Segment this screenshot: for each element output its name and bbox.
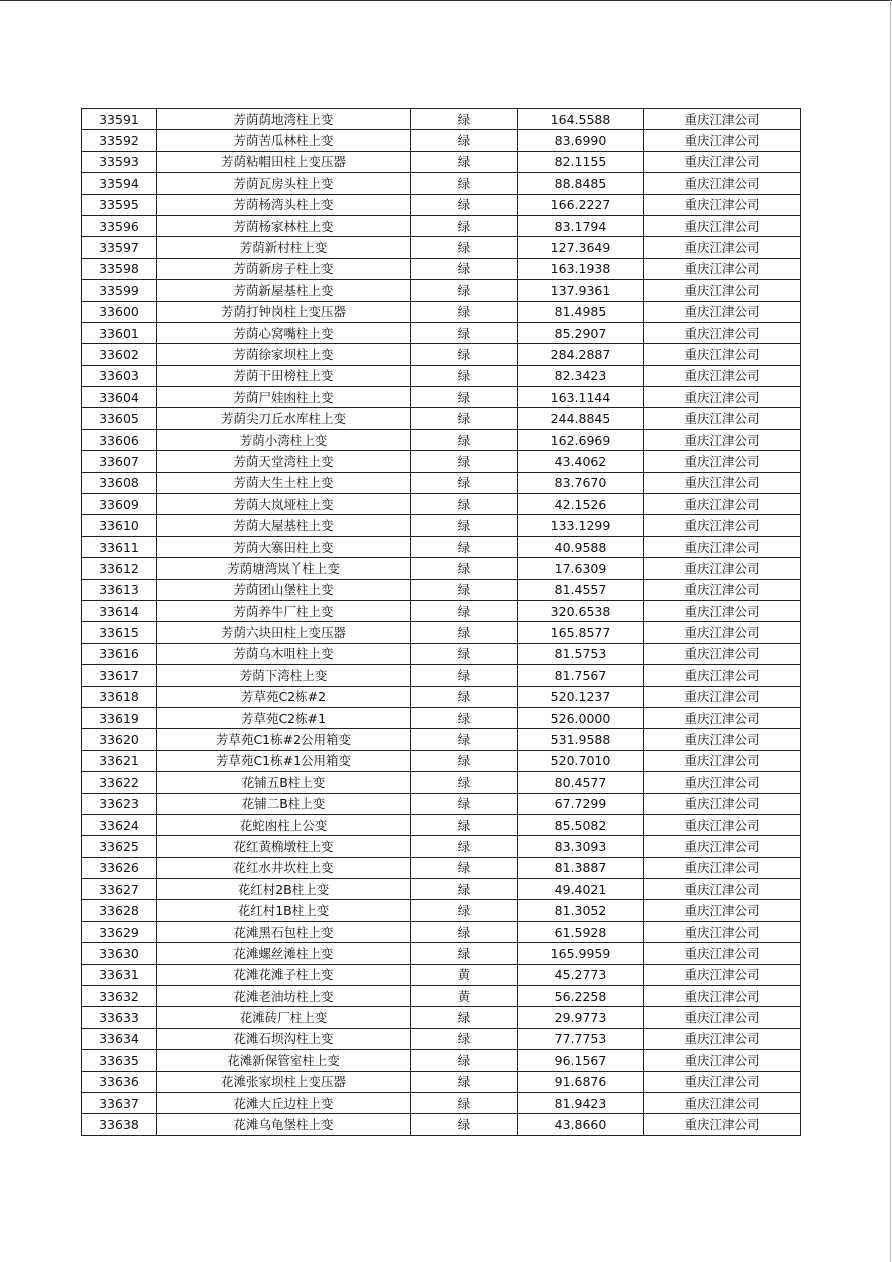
table-row [82,707,801,728]
table-row [82,900,801,921]
status-cell: 绿 [411,215,518,236]
company-cell: 重庆江津公司 [644,494,801,515]
value-cell: 83.6990 [518,130,644,151]
status-cell: 黄 [411,986,518,1007]
value-cell: 284.2887 [518,344,644,365]
transformer-name-cell: 芳荫尖刀丘水库柱上变 [157,408,411,429]
transformer-name-cell: 花铺二B柱上变 [157,793,411,814]
status-cell: 绿 [411,280,518,301]
table-row [82,472,801,493]
value-cell: 67.7299 [518,793,644,814]
value-cell: 43.8660 [518,1114,644,1135]
row-id-cell: 33597 [82,237,157,258]
table-row [82,408,801,429]
transformer-name-cell: 芳荫小湾柱上变 [157,429,411,450]
table-row [82,579,801,600]
value-cell: 81.5753 [518,643,644,664]
company-cell: 重庆江津公司 [644,408,801,429]
status-cell: 绿 [411,1114,518,1135]
value-cell: 163.1938 [518,258,644,279]
company-cell: 重庆江津公司 [644,365,801,386]
status-cell: 绿 [411,408,518,429]
table-row [82,173,801,194]
company-cell: 重庆江津公司 [644,429,801,450]
value-cell: 42.1526 [518,494,644,515]
company-cell: 重庆江津公司 [644,258,801,279]
table-row [82,643,801,664]
row-id-cell: 33612 [82,558,157,579]
status-cell: 绿 [411,665,518,686]
transformer-name-cell: 芳荫大屋基柱上变 [157,515,411,536]
transformer-name-cell: 芳荫干田榜柱上变 [157,365,411,386]
company-cell: 重庆江津公司 [644,1028,801,1049]
table-row [82,387,801,408]
row-id-cell: 33614 [82,600,157,621]
status-cell: 绿 [411,857,518,878]
row-id-cell: 33616 [82,643,157,664]
table-row [82,1114,801,1135]
company-cell: 重庆江津公司 [644,280,801,301]
value-cell: 83.3093 [518,836,644,857]
transformer-name-cell: 花红水井坎柱上变 [157,857,411,878]
status-cell: 黄 [411,964,518,985]
status-cell: 绿 [411,301,518,322]
row-id-cell: 33603 [82,365,157,386]
row-id-cell: 33595 [82,194,157,215]
value-cell: 83.7670 [518,472,644,493]
company-cell: 重庆江津公司 [644,729,801,750]
table-row [82,558,801,579]
transformer-name-cell: 花滩石坝沟柱上变 [157,1028,411,1049]
transformer-name-cell: 芳荫新房子柱上变 [157,258,411,279]
row-id-cell: 33637 [82,1092,157,1113]
table-row [82,451,801,472]
transformer-name-cell: 花滩螺丝滩柱上变 [157,943,411,964]
transformer-name-cell: 芳草苑C1栋#1公用箱变 [157,750,411,771]
status-cell: 绿 [411,814,518,835]
transformer-name-cell: 花滩黑石包柱上变 [157,921,411,942]
transformer-name-cell: 花红村2B柱上变 [157,879,411,900]
row-id-cell: 33607 [82,451,157,472]
status-cell: 绿 [411,558,518,579]
transformer-name-cell: 芳荫粘帽田柱上变压器 [157,151,411,172]
transformer-name-cell: 芳荫团山堡柱上变 [157,579,411,600]
row-id-cell: 33594 [82,173,157,194]
company-cell: 重庆江津公司 [644,707,801,728]
table-row [82,921,801,942]
value-cell: 163.1144 [518,387,644,408]
value-cell: 45.2773 [518,964,644,985]
row-id-cell: 33610 [82,515,157,536]
row-id-cell: 33596 [82,215,157,236]
status-cell: 绿 [411,643,518,664]
value-cell: 61.5928 [518,921,644,942]
table-row [82,109,801,130]
company-cell: 重庆江津公司 [644,943,801,964]
company-cell: 重庆江津公司 [644,1092,801,1113]
status-cell: 绿 [411,365,518,386]
table-row [82,686,801,707]
value-cell: 520.7010 [518,750,644,771]
row-id-cell: 33625 [82,836,157,857]
status-cell: 绿 [411,772,518,793]
table-row [82,836,801,857]
table-row [82,1028,801,1049]
status-cell: 绿 [411,536,518,557]
row-id-cell: 33621 [82,750,157,771]
company-cell: 重庆江津公司 [644,879,801,900]
page-right-border [890,0,891,1262]
status-cell: 绿 [411,943,518,964]
value-cell: 82.1155 [518,151,644,172]
transformer-name-cell: 花滩张家坝柱上变压器 [157,1071,411,1092]
transformer-name-cell: 芳荫心窝嘴柱上变 [157,322,411,343]
table-row [82,1071,801,1092]
company-cell: 重庆江津公司 [644,622,801,643]
table-row [82,772,801,793]
value-cell: 531.9588 [518,729,644,750]
company-cell: 重庆江津公司 [644,921,801,942]
status-cell: 绿 [411,750,518,771]
table-row [82,322,801,343]
transformer-name-cell: 花铺五B柱上变 [157,772,411,793]
transformer-name-cell: 花蛇凼柱上公变 [157,814,411,835]
table-row [82,151,801,172]
status-cell: 绿 [411,600,518,621]
row-id-cell: 33623 [82,793,157,814]
transformer-name-cell: 花红黄桷墩柱上变 [157,836,411,857]
row-id-cell: 33638 [82,1114,157,1135]
status-cell: 绿 [411,1092,518,1113]
row-id-cell: 33617 [82,665,157,686]
table-row [82,879,801,900]
table-row [82,237,801,258]
company-cell: 重庆江津公司 [644,750,801,771]
value-cell: 43.4062 [518,451,644,472]
table-row [82,750,801,771]
value-cell: 81.4557 [518,579,644,600]
value-cell: 80.4577 [518,772,644,793]
status-cell: 绿 [411,900,518,921]
table-row [82,986,801,1007]
transformer-name-cell: 芳荫塘湾岚丫柱上变 [157,558,411,579]
status-cell: 绿 [411,151,518,172]
table-row [82,622,801,643]
row-id-cell: 33626 [82,857,157,878]
row-id-cell: 33600 [82,301,157,322]
transformer-name-cell: 芳荫六块田柱上变压器 [157,622,411,643]
row-id-cell: 33599 [82,280,157,301]
company-cell: 重庆江津公司 [644,579,801,600]
transformer-name-cell: 芳荫尸娃凼柱上变 [157,387,411,408]
transformer-name-cell: 芳荫大寨田柱上变 [157,536,411,557]
status-cell: 绿 [411,1007,518,1028]
value-cell: 81.7567 [518,665,644,686]
value-cell: 85.2907 [518,322,644,343]
transformer-name-cell: 芳荫下湾柱上变 [157,665,411,686]
table-row [82,814,801,835]
value-cell: 56.2258 [518,986,644,1007]
transformer-name-cell: 花红村1B柱上变 [157,900,411,921]
row-id-cell: 33627 [82,879,157,900]
table-row [82,344,801,365]
value-cell: 17.6309 [518,558,644,579]
transformer-name-cell: 芳荫乌木咀柱上变 [157,643,411,664]
company-cell: 重庆江津公司 [644,215,801,236]
row-id-cell: 33601 [82,322,157,343]
status-cell: 绿 [411,322,518,343]
transformer-name-cell: 芳荫杨湾头柱上变 [157,194,411,215]
value-cell: 244.8845 [518,408,644,429]
table-row [82,194,801,215]
value-cell: 81.3052 [518,900,644,921]
transformer-name-cell: 芳荫天堂湾柱上变 [157,451,411,472]
row-id-cell: 33618 [82,686,157,707]
row-id-cell: 33605 [82,408,157,429]
status-cell: 绿 [411,1050,518,1071]
status-cell: 绿 [411,194,518,215]
table-row [82,536,801,557]
transformer-name-cell: 芳草苑C2栋#2 [157,686,411,707]
status-cell: 绿 [411,515,518,536]
company-cell: 重庆江津公司 [644,194,801,215]
company-cell: 重庆江津公司 [644,451,801,472]
company-cell: 重庆江津公司 [644,1007,801,1028]
value-cell: 82.3423 [518,365,644,386]
status-cell: 绿 [411,879,518,900]
transformer-name-cell: 花滩砖厂柱上变 [157,1007,411,1028]
row-id-cell: 33631 [82,964,157,985]
page-top-border [0,0,892,1]
status-cell: 绿 [411,258,518,279]
status-cell: 绿 [411,686,518,707]
row-id-cell: 33606 [82,429,157,450]
company-cell: 重庆江津公司 [644,793,801,814]
company-cell: 重庆江津公司 [644,686,801,707]
company-cell: 重庆江津公司 [644,857,801,878]
company-cell: 重庆江津公司 [644,1050,801,1071]
row-id-cell: 33620 [82,729,157,750]
status-cell: 绿 [411,921,518,942]
transformer-name-cell: 花滩花滩子柱上变 [157,964,411,985]
company-cell: 重庆江津公司 [644,600,801,621]
row-id-cell: 33592 [82,130,157,151]
company-cell: 重庆江津公司 [644,665,801,686]
company-cell: 重庆江津公司 [644,558,801,579]
status-cell: 绿 [411,237,518,258]
row-id-cell: 33611 [82,536,157,557]
row-id-cell: 33602 [82,344,157,365]
table-row [82,1092,801,1113]
transformer-name-cell: 芳荫瓦房头柱上变 [157,173,411,194]
status-cell: 绿 [411,579,518,600]
status-cell: 绿 [411,622,518,643]
value-cell: 96.1567 [518,1050,644,1071]
status-cell: 绿 [411,1071,518,1092]
company-cell: 重庆江津公司 [644,515,801,536]
status-cell: 绿 [411,173,518,194]
status-cell: 绿 [411,451,518,472]
row-id-cell: 33630 [82,943,157,964]
company-cell: 重庆江津公司 [644,986,801,1007]
value-cell: 320.6538 [518,600,644,621]
value-cell: 81.9423 [518,1092,644,1113]
status-cell: 绿 [411,472,518,493]
value-cell: 165.9959 [518,943,644,964]
table-row [82,301,801,322]
transformer-name-cell: 芳荫苦瓜林柱上变 [157,130,411,151]
company-cell: 重庆江津公司 [644,322,801,343]
transformer-name-cell: 芳荫荫地湾柱上变 [157,109,411,130]
status-cell: 绿 [411,344,518,365]
transformer-name-cell: 芳荫杨家林柱上变 [157,215,411,236]
transformer-name-cell: 芳荫打钟岗柱上变压器 [157,301,411,322]
status-cell: 绿 [411,836,518,857]
value-cell: 88.8485 [518,173,644,194]
transformer-name-cell: 花滩乌龟堡柱上变 [157,1114,411,1135]
row-id-cell: 33591 [82,109,157,130]
table-row [82,665,801,686]
value-cell: 164.5588 [518,109,644,130]
transformer-name-cell: 花滩新保管室柱上变 [157,1050,411,1071]
value-cell: 165.8577 [518,622,644,643]
company-cell: 重庆江津公司 [644,344,801,365]
row-id-cell: 33604 [82,387,157,408]
value-cell: 29.9773 [518,1007,644,1028]
row-id-cell: 33632 [82,986,157,1007]
status-cell: 绿 [411,707,518,728]
transformer-name-cell: 芳荫养牛厂柱上变 [157,600,411,621]
status-cell: 绿 [411,729,518,750]
company-cell: 重庆江津公司 [644,130,801,151]
table-row [82,280,801,301]
transformer-name-cell: 芳草苑C1栋#2公用箱变 [157,729,411,750]
table-row [82,1007,801,1028]
table-row [82,365,801,386]
status-cell: 绿 [411,494,518,515]
table-row [82,793,801,814]
table-row [82,429,801,450]
table-row [82,964,801,985]
value-cell: 85.5082 [518,814,644,835]
row-id-cell: 33598 [82,258,157,279]
row-id-cell: 33593 [82,151,157,172]
transformer-name-cell: 芳荫徐家坝柱上变 [157,344,411,365]
table-row [82,215,801,236]
status-cell: 绿 [411,1028,518,1049]
company-cell: 重庆江津公司 [644,109,801,130]
company-cell: 重庆江津公司 [644,772,801,793]
value-cell: 81.3887 [518,857,644,878]
row-id-cell: 33633 [82,1007,157,1028]
value-cell: 77.7753 [518,1028,644,1049]
value-cell: 81.4985 [518,301,644,322]
table-row [82,130,801,151]
transformer-name-cell: 芳荫新村柱上变 [157,237,411,258]
table-row [82,729,801,750]
transformer-name-cell: 芳荫大岚垭柱上变 [157,494,411,515]
row-id-cell: 33619 [82,707,157,728]
company-cell: 重庆江津公司 [644,387,801,408]
company-cell: 重庆江津公司 [644,1114,801,1135]
company-cell: 重庆江津公司 [644,151,801,172]
table-row [82,600,801,621]
table-row [82,943,801,964]
company-cell: 重庆江津公司 [644,836,801,857]
row-id-cell: 33613 [82,579,157,600]
row-id-cell: 33622 [82,772,157,793]
row-id-cell: 33615 [82,622,157,643]
value-cell: 166.2227 [518,194,644,215]
table-row [82,494,801,515]
status-cell: 绿 [411,109,518,130]
company-cell: 重庆江津公司 [644,643,801,664]
row-id-cell: 33635 [82,1050,157,1071]
row-id-cell: 33624 [82,814,157,835]
value-cell: 83.1794 [518,215,644,236]
table-row [82,258,801,279]
row-id-cell: 33634 [82,1028,157,1049]
table-body [82,109,801,1136]
row-id-cell: 33609 [82,494,157,515]
status-cell: 绿 [411,793,518,814]
company-cell: 重庆江津公司 [644,472,801,493]
transformer-name-cell: 花滩老油坊柱上变 [157,986,411,1007]
transformer-table [81,108,801,1136]
row-id-cell: 33628 [82,900,157,921]
company-cell: 重庆江津公司 [644,536,801,557]
value-cell: 133.1299 [518,515,644,536]
table-row [82,857,801,878]
transformer-name-cell: 芳荫新屋基柱上变 [157,280,411,301]
value-cell: 49.4021 [518,879,644,900]
status-cell: 绿 [411,429,518,450]
transformer-name-cell: 芳荫大生土柱上变 [157,472,411,493]
row-id-cell: 33636 [82,1071,157,1092]
value-cell: 91.6876 [518,1071,644,1092]
transformer-name-cell: 芳草苑C2栋#1 [157,707,411,728]
company-cell: 重庆江津公司 [644,814,801,835]
row-id-cell: 33608 [82,472,157,493]
value-cell: 526.0000 [518,707,644,728]
status-cell: 绿 [411,387,518,408]
value-cell: 520.1237 [518,686,644,707]
company-cell: 重庆江津公司 [644,173,801,194]
company-cell: 重庆江津公司 [644,964,801,985]
company-cell: 重庆江津公司 [644,237,801,258]
value-cell: 40.9588 [518,536,644,557]
transformer-name-cell: 花滩大丘边柱上变 [157,1092,411,1113]
value-cell: 127.3649 [518,237,644,258]
table-row [82,1050,801,1071]
company-cell: 重庆江津公司 [644,1071,801,1092]
company-cell: 重庆江津公司 [644,900,801,921]
status-cell: 绿 [411,130,518,151]
table-row [82,515,801,536]
company-cell: 重庆江津公司 [644,301,801,322]
row-id-cell: 33629 [82,921,157,942]
value-cell: 162.6969 [518,429,644,450]
value-cell: 137.9361 [518,280,644,301]
